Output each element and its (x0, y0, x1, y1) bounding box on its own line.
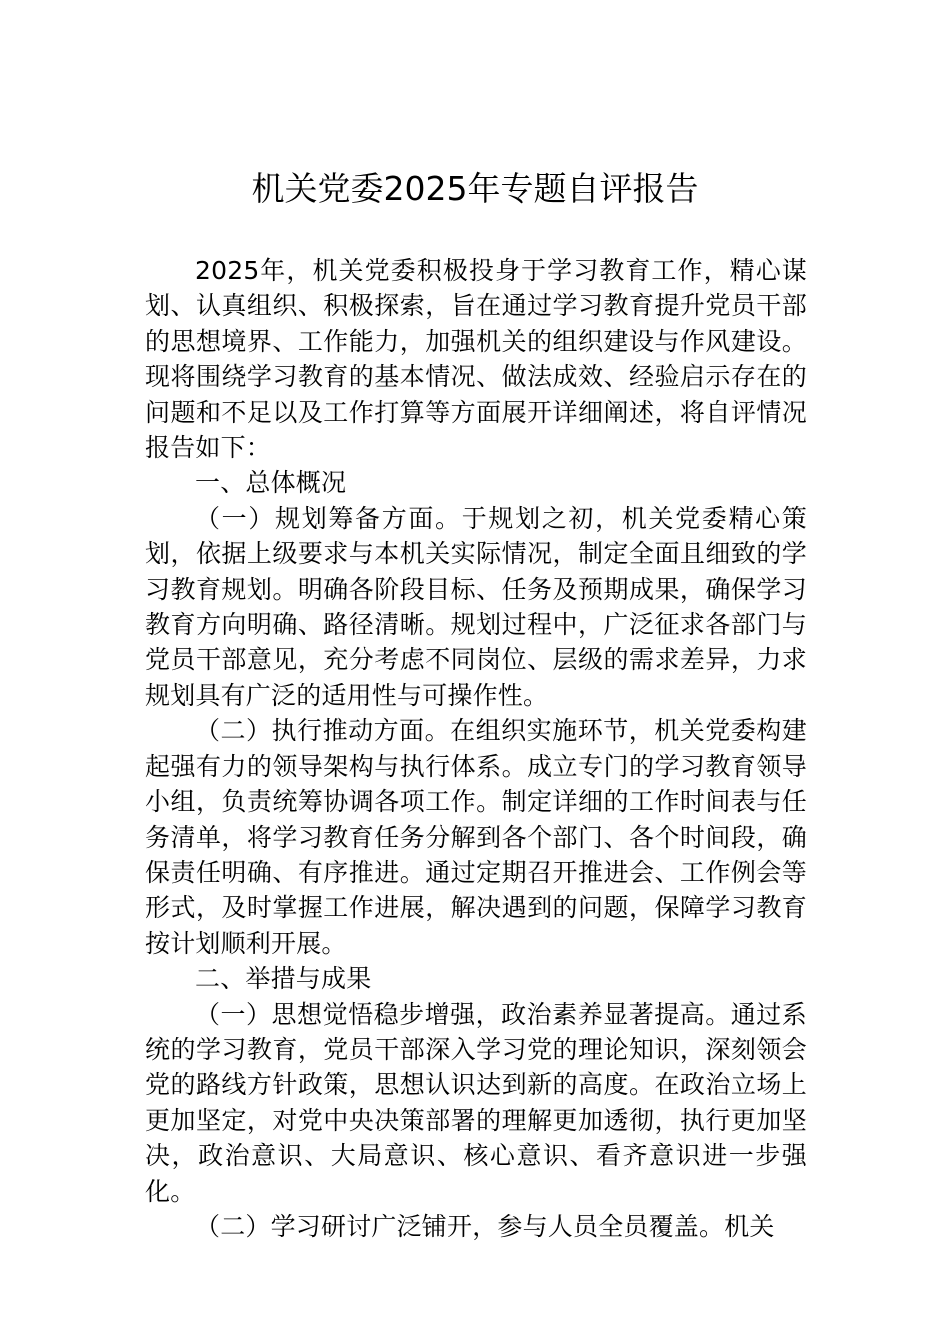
document-title: 机关党委2025年专题自评报告 (251, 169, 699, 208)
intro-paragraph: 2025年，机关党委积极投身于学习教育工作，精心谋划、认真组织、积极探索，旨在通过学习教育提升党员干部的思想境界、工作能力，加强机关的组织建设与作风建设。现将围绕学习教育的基本情况、做法成效、经验启示存在的问题和不足以及工作打算等方面展开详细阐述，将自评情况报告如下： (145, 256, 807, 463)
paragraph-planning: （一）规划筹备方面。于规划之初，机关党委精心策划，依据上级要求与本机关实际情况，制定全面且细致的学习教育规划。明确各阶段目标、任务及预期成果，确保学习教育方向明确、路径清晰。规划过程中，广泛征求各部门与党员干部意见，充分考虑不同岗位、层级的需求差异，力求规划具有广泛的适用性与可操作性。 (145, 503, 807, 710)
paragraph-execution: （二）执行推动方面。在组织实施环节，机关党委构建起强有力的领导架构与执行体系。成立专门的学习教育领导小组，负责统筹协调各项工作。制定详细的工作时间表与任务清单，将学习教育任务分解到各个部门、各个时间段，确保责任明确、有序推进。通过定期召开推进会、工作例会等形式，及时掌握工作进展，解决遇到的问题，保障学习教育按计划顺利开展。 (145, 716, 807, 958)
document-body (145, 253, 807, 1244)
paragraph-ideology: （一）思想觉悟稳步增强，政治素养显著提高。通过系统的学习教育，党员干部深入学习党的理论知识，深刻领会党的路线方针政策，思想认识达到新的高度。在政治立场上更加坚定，对党中央决策部署的理解更加透彻，执行更加坚决，政治意识、大局意识、核心意识、看齐意识进一步强化。 (145, 999, 807, 1206)
section-heading-measures: 二、举措与成果 (195, 964, 372, 994)
section-heading-overview: 一、总体概况 (195, 468, 347, 498)
paragraph-study: （二）学习研讨广泛铺开，参与人员全员覆盖。机关 (195, 1211, 775, 1241)
